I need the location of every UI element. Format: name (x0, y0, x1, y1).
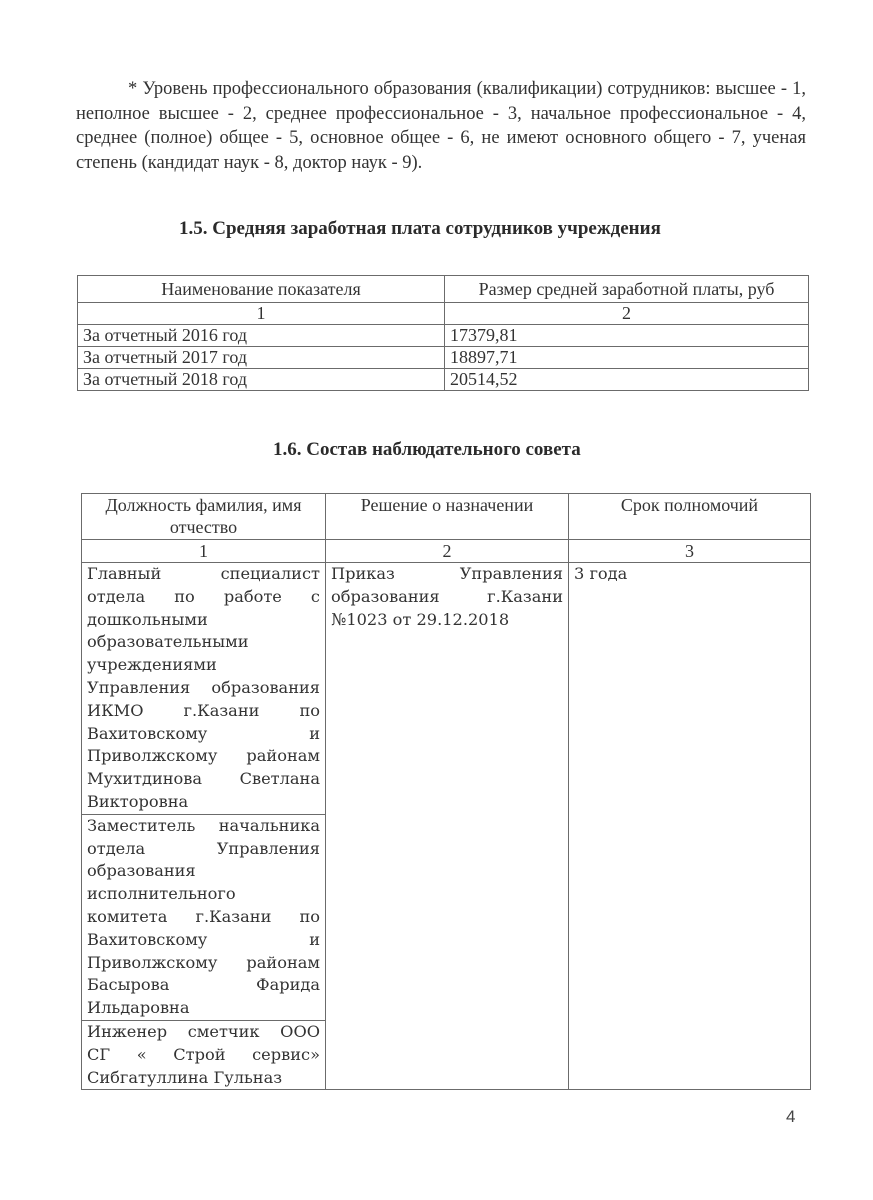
member-position-name (82, 1020, 326, 1089)
member-position-name (82, 814, 326, 1020)
row-label: За отчетный 2018 год (78, 369, 445, 391)
section-board-title: 1.6. Состав наблюдательного совета (273, 439, 581, 460)
text-line: дошкольными (87, 609, 208, 629)
text-line: Управления образования (87, 677, 320, 697)
column-number: 2 (445, 303, 809, 325)
text-line: Ильдаровна (87, 998, 190, 1018)
header-average-salary: Размер средней заработной платы, руб (445, 276, 809, 303)
column-number: 2 (326, 540, 569, 563)
header-position-name: Должность фамилия, имя отчество (82, 494, 326, 540)
text-line: Сибгатуллина Гульназ (87, 1067, 283, 1087)
row-label: За отчетный 2017 год (78, 347, 445, 369)
text-line: учреждениями (87, 655, 217, 675)
text-line: СГ « Строй сервис» (87, 1044, 320, 1064)
row-value: 18897,71 (445, 347, 809, 369)
page-number: 4 (786, 1107, 796, 1126)
text-line: образования (87, 861, 196, 881)
term-of-office: 3 года (569, 563, 811, 1090)
table-header-row (82, 494, 811, 540)
text-line: образовательными (87, 632, 249, 652)
education-level-footnote: * Уровень профессионального образования (квалификации) сотрудников: высшее - 1, неполное высшее - 2, среднее профессиональное - 3, начальное профессиональное - 4, среднее (полное) общее - 5, основное общее - 6, не имеют основного общего - 7, ученая степень (кандидат наук - 8, доктор наук - 9). (76, 79, 806, 173)
text-line: исполнительного (87, 884, 236, 904)
table-row (78, 347, 809, 369)
row-label: За отчетный 2016 год (78, 325, 445, 347)
text-line: Заместитель начальника (87, 815, 320, 835)
text-line: Мухитдинова Светлана (87, 769, 320, 789)
section-salary-title: 1.5. Средняя заработная плата сотрудников учреждения (179, 218, 661, 239)
text-line: Викторовна (87, 791, 189, 811)
text-line: Приволжскому районам (87, 952, 320, 972)
column-number: 1 (78, 303, 445, 325)
column-number-row (78, 303, 809, 325)
average-salary-table (77, 275, 809, 391)
text-line: Басырова Фарида (87, 975, 320, 995)
supervisory-board-table (81, 493, 811, 1090)
table-row (78, 325, 809, 347)
member-position-name (82, 563, 326, 815)
text-line: Инженер сметчик ООО (87, 1021, 320, 1041)
text-line: Главный специалист (87, 564, 320, 583)
table-header-row (78, 276, 809, 303)
text-line: ИКМО г.Казани по (87, 700, 320, 720)
header-term: Срок полномочий (569, 494, 811, 540)
column-number: 1 (82, 540, 326, 563)
table-row (78, 369, 809, 391)
table-row (82, 563, 811, 815)
text-line: отдела по работе с (87, 586, 320, 606)
appointment-decision (326, 563, 569, 1090)
header-indicator-name: Наименование показателя (78, 276, 445, 303)
header-appointment-decision: Решение о назначении (326, 494, 569, 540)
text-line: отдела Управления (87, 838, 320, 858)
row-value: 20514,52 (445, 369, 809, 391)
row-value: 17379,81 (445, 325, 809, 347)
text-line: образования г.Казани (331, 586, 563, 606)
text-line: Приволжскому районам (87, 746, 320, 766)
text-line: Приказ Управления (331, 564, 563, 583)
column-number: 3 (569, 540, 811, 563)
text-line: комитета г.Казани по (87, 906, 320, 926)
text-line: Вахитовскому и (87, 929, 320, 949)
column-number-row (82, 540, 811, 563)
text-line: №1023 от 29.12.2018 (331, 609, 510, 629)
text-line: Вахитовскому и (87, 723, 320, 743)
